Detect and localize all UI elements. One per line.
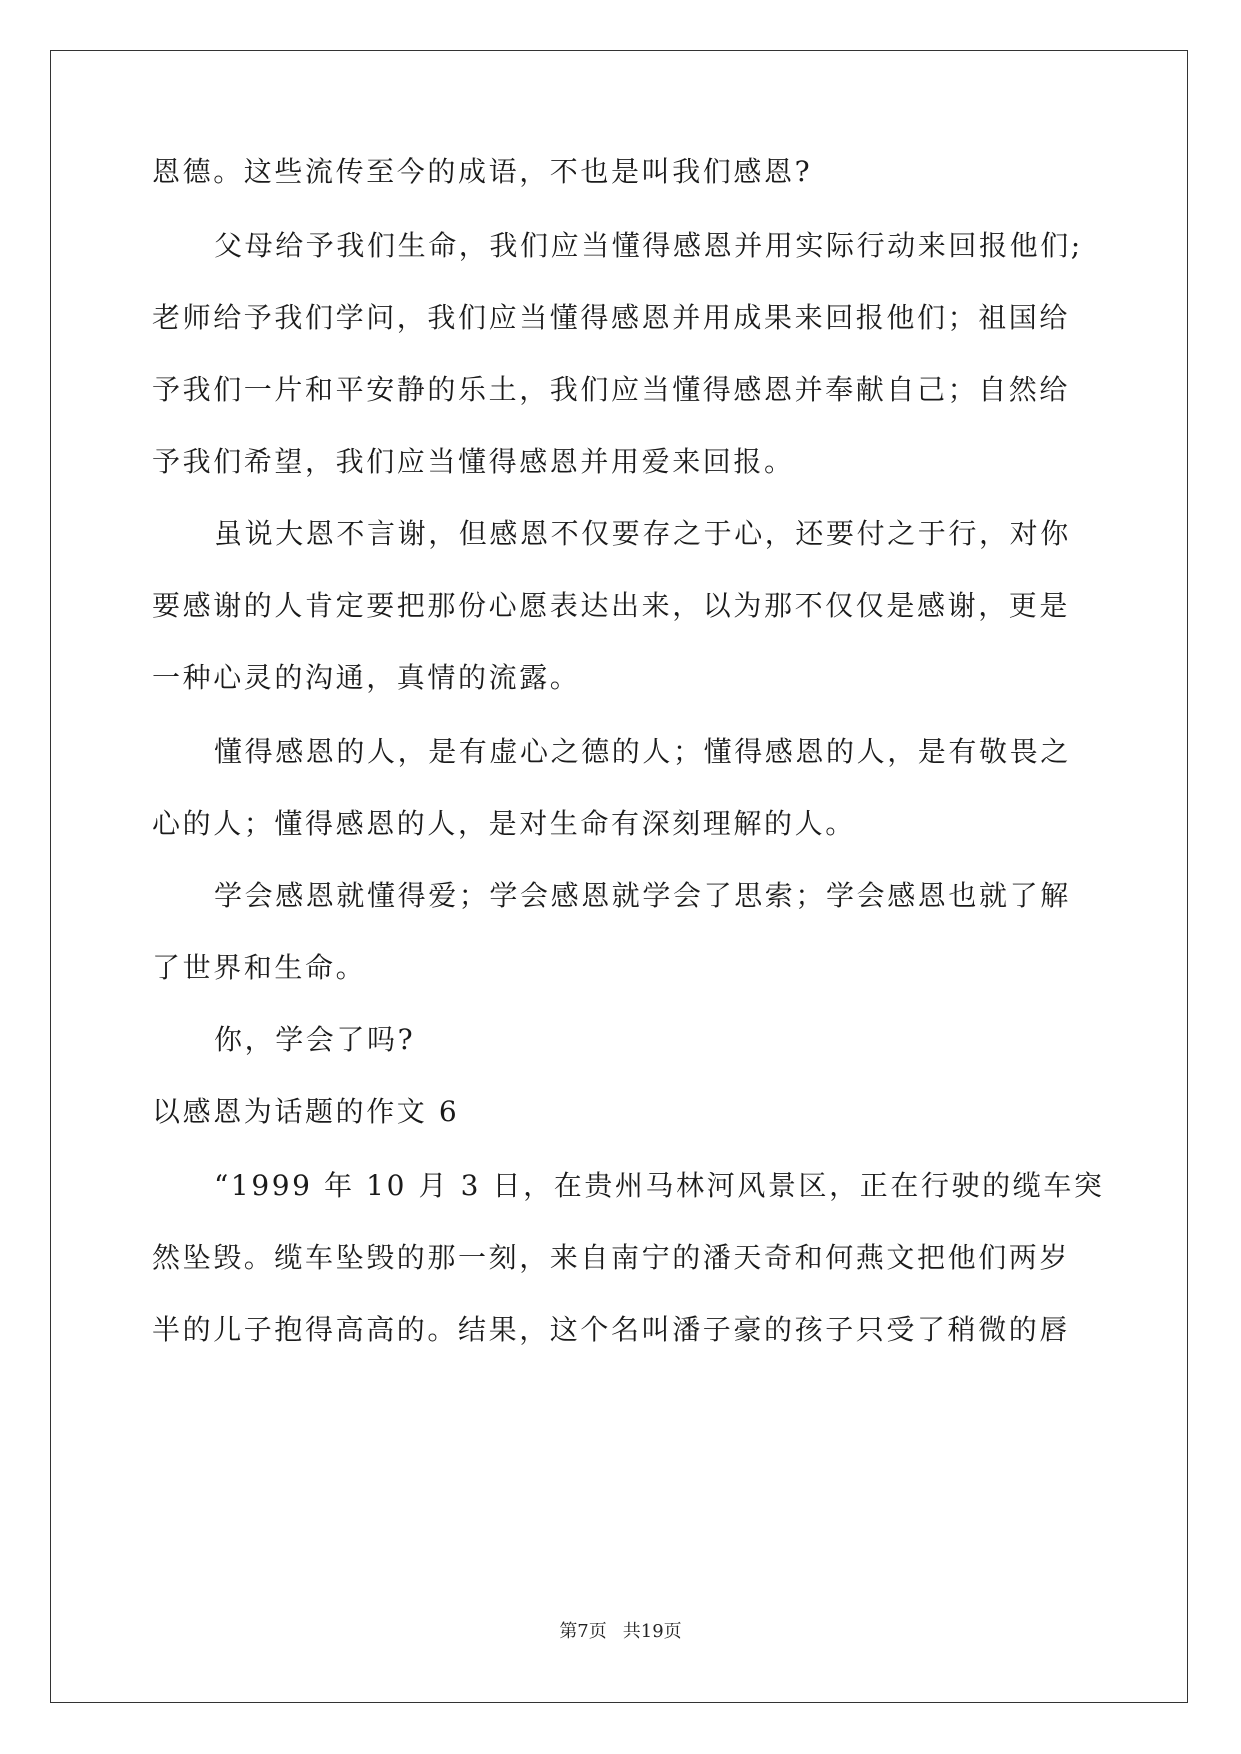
paragraph-start-line: 父母给予我们生命，我们应当懂得感恩并用实际行动来回报他们; xyxy=(214,229,1083,262)
text-line: 老师给予我们学问，我们应当懂得感恩并用成果来回报他们；祖国给 xyxy=(152,301,1071,334)
paragraph-start-line: “1999 年 10 月 3 日，在贵州马林河风景区，正在行驶的缆车突 xyxy=(214,1169,1105,1202)
text-line: 心的人；懂得感恩的人，是对生命有深刻理解的人。 xyxy=(152,807,856,840)
page-footer xyxy=(0,1620,1241,1644)
text-line: 然坠毁。缆车坠毁的那一刻，来自南宁的潘天奇和何燕文把他们两岁 xyxy=(152,1241,1071,1274)
text-line: 半的儿子抱得高高的。结果，这个名叫潘子豪的孩子只受了稍微的唇 xyxy=(152,1313,1071,1346)
page-total: 共19页 xyxy=(622,1621,682,1642)
text-line: 予我们希望，我们应当懂得感恩并用爱来回报。 xyxy=(152,445,795,478)
section-heading: 以感恩为话题的作文 6 xyxy=(152,1095,460,1128)
paragraph-start-line: 懂得感恩的人，是有虚心之德的人；懂得感恩的人，是有敬畏之 xyxy=(214,735,1071,768)
paragraph-start-line: 学会感恩就懂得爱；学会感恩就学会了思索；学会感恩也就了解 xyxy=(214,879,1071,912)
paragraph-start-line: 虽说大恩不言谢，但感恩不仅要存之于心，还要付之于行，对你 xyxy=(214,517,1071,550)
text-line: 予我们一片和平安静的乐土，我们应当懂得感恩并奉献自己；自然给 xyxy=(152,373,1071,406)
text-line: 恩德。这些流传至今的成语，不也是叫我们感恩? xyxy=(152,155,813,188)
text-line: 要感谢的人肯定要把那份心愿表达出来，以为那不仅仅是感谢，更是 xyxy=(152,589,1071,622)
text-line: 了世界和生命。 xyxy=(152,951,367,984)
paragraph-start-line: 你，学会了吗? xyxy=(214,1023,416,1056)
text-line: 一种心灵的沟通，真情的流露。 xyxy=(152,661,581,694)
page-number: 第7页 xyxy=(559,1621,607,1642)
